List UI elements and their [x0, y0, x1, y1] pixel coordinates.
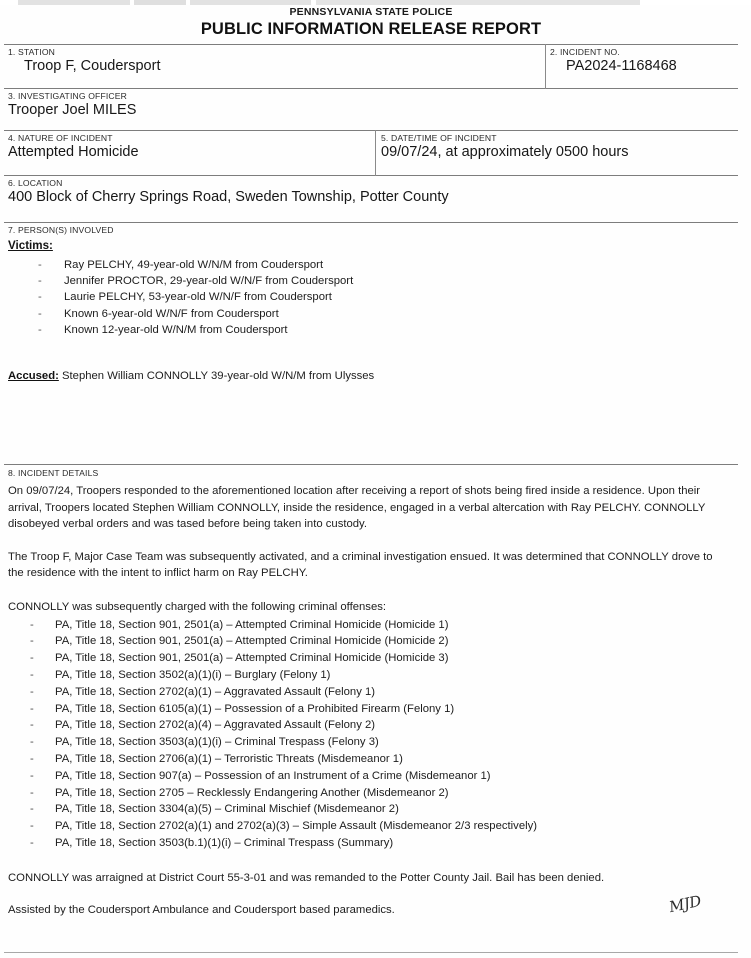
- report-header: [4, 6, 738, 39]
- field-persons-label: 7. PERSON(S) INVOLVED: [8, 225, 114, 235]
- list-item: - PA, Title 18, Section 6105(a)(1) – Possession of a Prohibited Firearm (Felony 1): [8, 701, 734, 718]
- field-incident-no: [550, 47, 736, 75]
- rule-below-row1: [4, 88, 738, 89]
- field-datetime-of-incident: [381, 133, 736, 161]
- rule-below-row6: [4, 222, 738, 223]
- rule-below-row4: [4, 175, 738, 176]
- narrative-paragraph-3: CONNOLLY was arraigned at District Court 55-3-01 and was remanded to the Potter County Jail. Bail has been denied.: [8, 871, 605, 884]
- field-nature-of-incident: [8, 133, 368, 161]
- rule-page-bottom: [4, 952, 738, 953]
- narrative-paragraph-4: Assisted by the Coudersport Ambulance and Coudersport based paramedics.: [8, 904, 395, 917]
- list-item: - PA, Title 18, Section 3503(a)(1)(i) – Criminal Trespass (Felony 3): [8, 734, 734, 751]
- field-location: [8, 178, 734, 206]
- field-location-value: 400 Block of Cherry Springs Road, Sweden Township, Potter County: [8, 189, 449, 205]
- handwritten-initials: MJD: [667, 891, 703, 917]
- list-item: - PA, Title 18, Section 3503(b.1)(1)(i) – Criminal Trespass (Summary): [8, 835, 734, 852]
- charges-list: [8, 617, 734, 852]
- field-station: [8, 47, 538, 75]
- list-item: - PA, Title 18, Section 3502(a)(1)(i) – Burglary (Felony 1): [8, 667, 734, 684]
- scan-artifact: [0, 0, 751, 5]
- victims-heading: Victims:: [8, 239, 53, 252]
- list-item: - PA, Title 18, Section 901, 2501(a) – Attempted Criminal Homicide (Homicide 2): [8, 633, 734, 650]
- accused-line: [8, 368, 734, 384]
- list-item: - PA, Title 18, Section 2706(a)(1) – Terroristic Threats (Misdemeanor 1): [8, 751, 734, 768]
- list-item: - Ray PELCHY, 49-year-old W/N/M from Coudersport: [8, 257, 734, 273]
- page-title: PUBLIC INFORMATION RELEASE REPORT: [200, 20, 542, 38]
- field-investigating-officer: [8, 91, 734, 119]
- field-investigating-officer-label: 3. INVESTIGATING OFFICER: [8, 91, 127, 101]
- field-investigating-officer-value: Trooper Joel MILES: [8, 102, 137, 118]
- list-item: - PA, Title 18, Section 901, 2501(a) – Attempted Criminal Homicide (Homicide 1): [8, 617, 734, 634]
- divider-station-incident: [545, 44, 546, 89]
- field-nature-value: Attempted Homicide: [8, 144, 139, 160]
- field-incident-no-value: PA2024-1168468: [566, 58, 677, 74]
- section-persons-involved: [8, 225, 734, 384]
- list-item: - PA, Title 18, Section 2705 – Recklessly Endangering Another (Misdemeanor 2): [8, 785, 734, 802]
- narrative-paragraph-1: On 09/07/24, Troopers responded to the aforementioned location after receiving a report of shots being fired inside a residence. Upon their arrival, Troopers located Stephen William CONNOLLY, inside the residence, engaged in a verbal altercation with Ray PELCHY. CONNOLLY disobeyed verbal orders and was tased before being taken into custody.: [8, 485, 706, 531]
- field-nature-label: 4. NATURE OF INCIDENT: [8, 133, 113, 143]
- field-details-label: 8. INCIDENT DETAILS: [8, 468, 99, 478]
- field-datetime-label: 5. DATE/TIME OF INCIDENT: [381, 133, 497, 143]
- list-item: - Jennifer PROCTOR, 29-year-old W/N/F from Coudersport: [8, 273, 734, 289]
- victims-list: [8, 257, 734, 338]
- list-item: - Known 12-year-old W/N/M from Coudersport: [8, 322, 734, 338]
- list-item: - Laurie PELCHY, 53-year-old W/N/F from Coudersport: [8, 289, 734, 305]
- charges-intro: CONNOLLY was subsequently charged with the following criminal offenses:: [8, 600, 387, 613]
- list-item: - PA, Title 18, Section 3304(a)(5) – Criminal Mischief (Misdemeanor 2): [8, 801, 734, 818]
- rule-below-row7: [4, 464, 738, 465]
- accused-label: Accused:: [8, 370, 59, 383]
- list-item: - PA, Title 18, Section 2702(a)(1) and 2702(a)(3) – Simple Assault (Misdemeanor 2/3 respectively): [8, 818, 734, 835]
- rule-below-row3: [4, 130, 738, 131]
- list-item: - PA, Title 18, Section 2702(a)(1) – Aggravated Assault (Felony 1): [8, 684, 734, 701]
- list-item: - PA, Title 18, Section 907(a) – Possession of an Instrument of a Crime (Misdemeanor 1): [8, 768, 734, 785]
- list-item: - PA, Title 18, Section 901, 2501(a) – Attempted Criminal Homicide (Homicide 3): [8, 650, 734, 667]
- list-item: - Known 6-year-old W/N/F from Coudersport: [8, 306, 734, 322]
- narrative-paragraph-2: The Troop F, Major Case Team was subsequently activated, and a criminal investigation ensued. It was determined that CONNOLLY drove to the residence with the intent to inflict harm on Ray PELCHY.: [8, 550, 713, 580]
- divider-nature-datetime: [375, 130, 376, 176]
- field-station-value: Troop F, Coudersport: [24, 58, 161, 74]
- field-location-label: 6. LOCATION: [8, 178, 63, 188]
- field-incident-no-label: 2. INCIDENT NO.: [550, 47, 620, 57]
- field-station-label: 1. STATION: [8, 47, 56, 57]
- agency-name: PENNSYLVANIA STATE POLICE: [289, 6, 453, 18]
- accused-value: Stephen William CONNOLLY 39-year-old W/N/M from Ulysses: [58, 370, 375, 383]
- rule-below-title: [4, 44, 738, 45]
- field-datetime-value: 09/07/24, at approximately 0500 hours: [381, 144, 629, 160]
- list-item: - PA, Title 18, Section 2702(a)(4) – Aggravated Assault (Felony 2): [8, 717, 734, 734]
- section-incident-details: [8, 468, 734, 919]
